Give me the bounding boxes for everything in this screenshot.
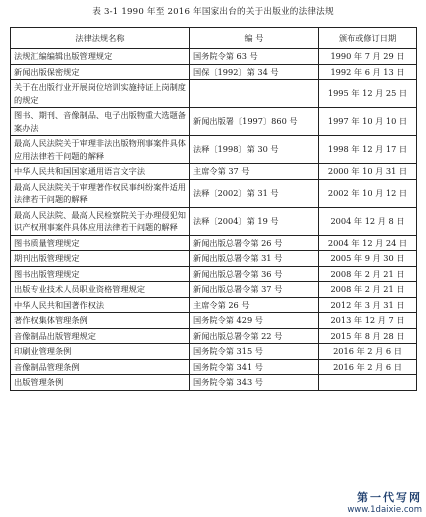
cell-date: 1995 年 12 月 25 日	[319, 80, 417, 108]
cell-code: 法释〔2002〕第 31 号	[190, 179, 319, 207]
cell-law-name: 音像制品管理条例	[11, 359, 190, 375]
table-row	[11, 235, 417, 251]
cell-law-name: 期刊出版管理规定	[11, 251, 190, 267]
cell-code: 新闻出版署〔1997〕860 号	[190, 108, 319, 136]
table-row	[11, 64, 417, 80]
cell-law-name: 关于在出版行业开展岗位培训实施持证上岗制度的规定	[11, 80, 190, 108]
table-row	[11, 313, 417, 329]
header-date: 颁布或修订日期	[319, 28, 417, 49]
cell-date: 2004 年 12 月 24 日	[319, 235, 417, 251]
cell-date: 2005 年 9 月 30 日	[319, 251, 417, 267]
table-row	[11, 80, 417, 108]
cell-code: 新闻出版总署令第 37 号	[190, 282, 319, 298]
cell-code: 国务院令第 315 号	[190, 344, 319, 360]
cell-law-name: 著作权集体管理条例	[11, 313, 190, 329]
cell-code: 国务院令第 343 号	[190, 375, 319, 391]
cell-law-name: 最高人民法院关于审理著作权民事纠纷案件适用法律若干问题的解释	[11, 179, 190, 207]
cell-date: 2002 年 10 月 12 日	[319, 179, 417, 207]
cell-law-name: 新闻出版保密规定	[11, 64, 190, 80]
table-row	[11, 251, 417, 267]
watermark-title: 第一代写网	[357, 491, 422, 504]
header-name: 法律法规名称	[11, 28, 190, 49]
cell-code: 法释〔2004〕第 19 号	[190, 207, 319, 235]
cell-date: 2013 年 12 月 7 日	[319, 313, 417, 329]
table-row	[11, 164, 417, 180]
table-row	[11, 282, 417, 298]
cell-law-name: 中华人民共和国著作权法	[11, 297, 190, 313]
cell-date: 2016 年 2 月 6 日	[319, 344, 417, 360]
table-row	[11, 49, 417, 65]
cell-law-name: 音像制品出版管理规定	[11, 328, 190, 344]
cell-date: 2008 年 2 月 21 日	[319, 282, 417, 298]
table-caption: 表 3-1 1990 年至 2016 年国家出台的关于出版业的法律法规	[92, 7, 334, 17]
cell-law-name: 出版专业技术人员职业资格管理规定	[11, 282, 190, 298]
cell-date: 2016 年 2 月 6 日	[319, 359, 417, 375]
cell-law-name: 最高人民法院关于审理非法出版物刑事案件具体应用法律若干问题的解释	[11, 136, 190, 164]
cell-date: 2008 年 2 月 21 日	[319, 266, 417, 282]
cell-code: 新闻出版总署令第 26 号	[190, 235, 319, 251]
cell-date: 2000 年 10 月 31 日	[319, 164, 417, 180]
cell-law-name: 中华人民共和国国家通用语言文字法	[11, 164, 190, 180]
cell-law-name: 印刷业管理条例	[11, 344, 190, 360]
cell-code	[190, 80, 319, 108]
cell-date: 1990 年 7 月 29 日	[319, 49, 417, 65]
cell-code: 主席令第 37 号	[190, 164, 319, 180]
table-row	[11, 108, 417, 136]
cell-date: 1998 年 12 月 17 日	[319, 136, 417, 164]
cell-law-name: 图书、期刊、音像制品、电子出版物重大选题备案办法	[11, 108, 190, 136]
cell-date: 2004 年 12 月 8 日	[319, 207, 417, 235]
cell-law-name: 图书出版管理规定	[11, 266, 190, 282]
header-code: 编 号	[190, 28, 319, 49]
cell-code: 新闻出版总署令第 22 号	[190, 328, 319, 344]
table-row	[11, 328, 417, 344]
cell-date	[319, 375, 417, 391]
cell-law-name: 法规汇编编辑出版管理规定	[11, 49, 190, 65]
cell-date: 1997 年 10 月 10 日	[319, 108, 417, 136]
cell-code: 国务院令第 429 号	[190, 313, 319, 329]
cell-date: 2015 年 8 月 28 日	[319, 328, 417, 344]
cell-date: 2012 年 3 月 31 日	[319, 297, 417, 313]
cell-code: 国务院令第 341 号	[190, 359, 319, 375]
cell-code: 新闻出版总署令第 31 号	[190, 251, 319, 267]
cell-code: 主席令第 26 号	[190, 297, 319, 313]
laws-table	[10, 27, 417, 391]
table-row	[11, 179, 417, 207]
table-row	[11, 297, 417, 313]
cell-date: 1992 年 6 月 13 日	[319, 64, 417, 80]
cell-code: 新闻出版总署令第 36 号	[190, 266, 319, 282]
table-row	[11, 136, 417, 164]
cell-law-name: 最高人民法院、最高人民检察院关于办理侵犯知识产权刑事案件具体应用法律若干问题的解释	[11, 207, 190, 235]
table-header-row	[11, 28, 417, 49]
table-row	[11, 344, 417, 360]
table-row	[11, 207, 417, 235]
table-row	[11, 375, 417, 391]
watermark	[347, 489, 422, 515]
cell-code: 国保〔1992〕第 34 号	[190, 64, 319, 80]
cell-law-name: 出版管理条例	[11, 375, 190, 391]
table-row	[11, 266, 417, 282]
cell-law-name: 图书质量管理规定	[11, 235, 190, 251]
cell-code: 国务院令第 63 号	[190, 49, 319, 65]
cell-code: 法释〔1998〕第 30 号	[190, 136, 319, 164]
table-row	[11, 359, 417, 375]
watermark-url: www.1daixie.com	[347, 505, 422, 515]
